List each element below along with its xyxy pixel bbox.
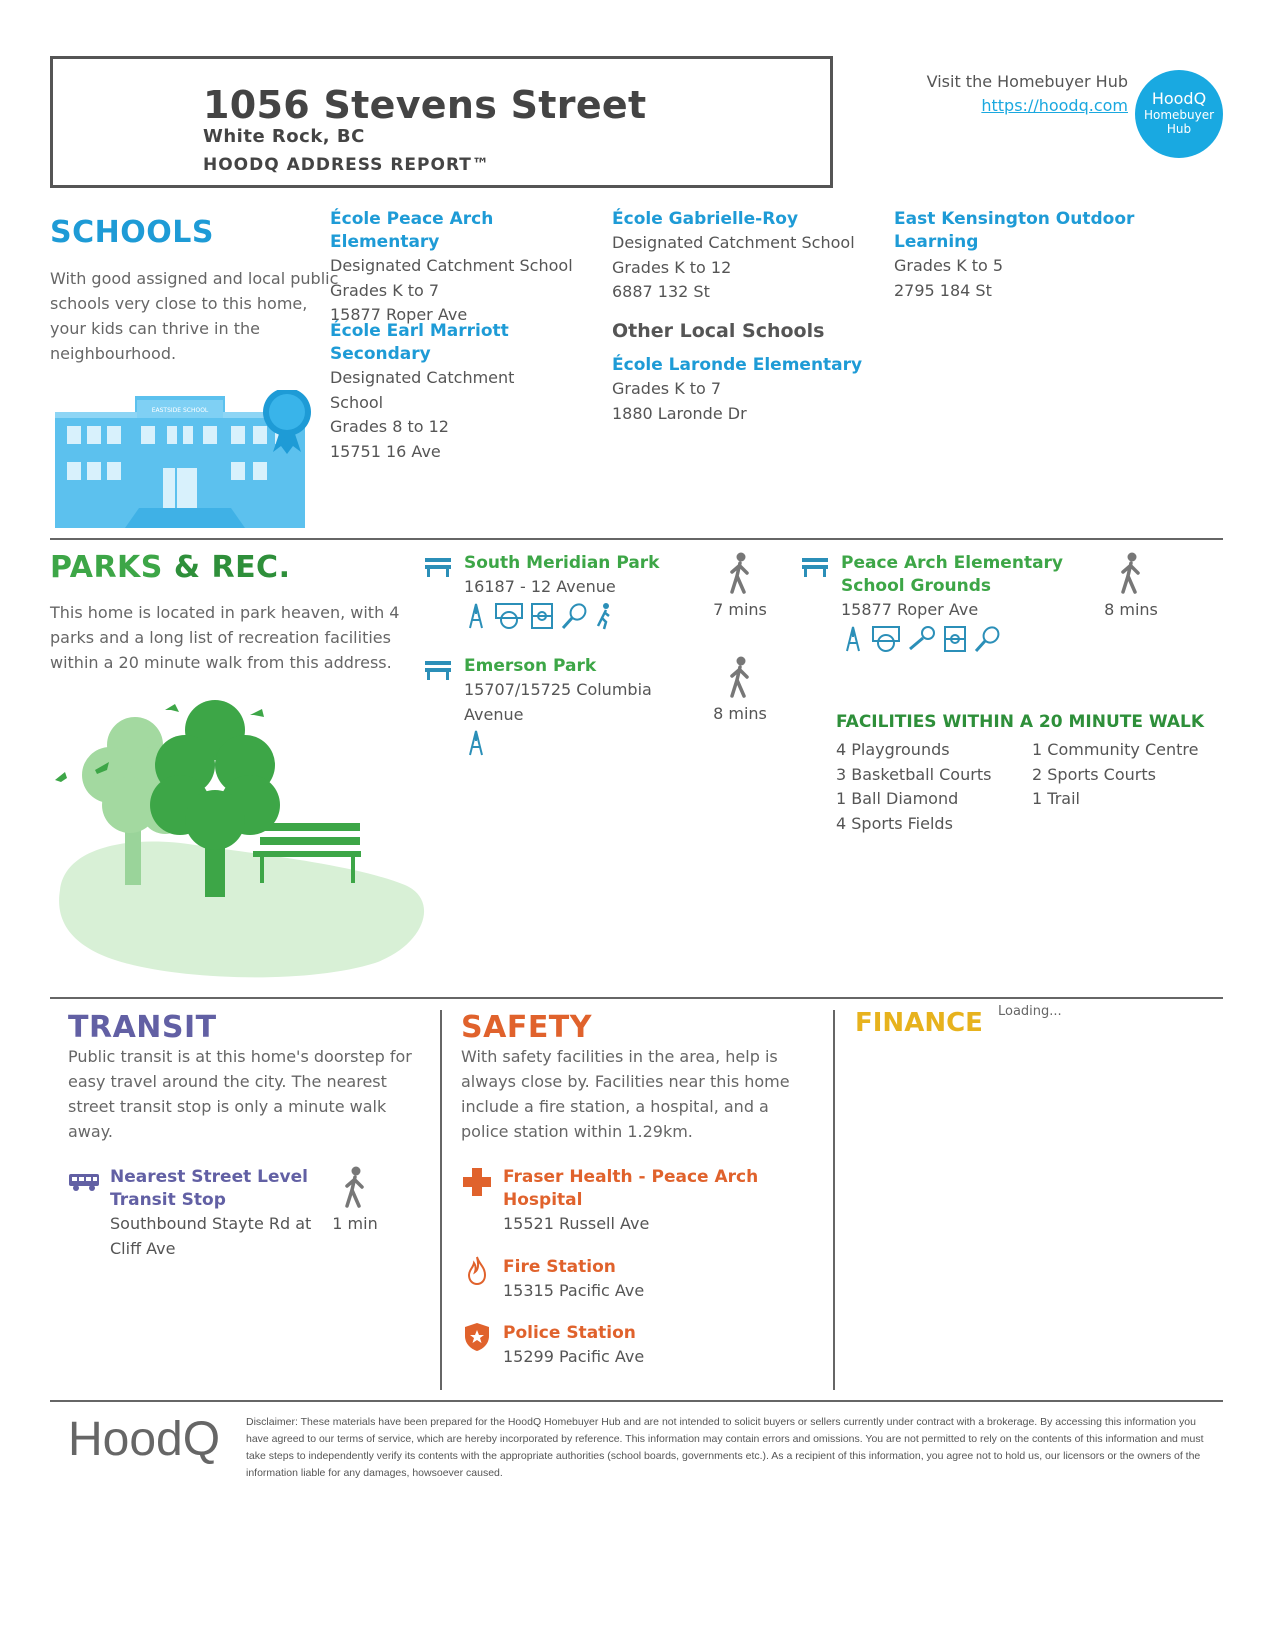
parks-intro: This home is located in park heaven, with 4 parks and a long list of recreation facilities within a 20 minute walk from this address. bbox=[50, 603, 400, 672]
park-item[interactable] bbox=[464, 655, 674, 757]
safety-address: 15315 Pacific Ave bbox=[503, 1281, 645, 1300]
hospital-cross-icon bbox=[462, 1167, 492, 1197]
facility-item: 4 Playgrounds bbox=[836, 740, 950, 759]
walking-person-icon bbox=[727, 656, 753, 698]
hub-visit-text: Visit the Homebuyer Hub bbox=[926, 72, 1128, 91]
basketball-icon bbox=[871, 625, 901, 653]
safety-name: Fire Station bbox=[503, 1257, 616, 1277]
parks-title-b: & REC. bbox=[173, 550, 291, 585]
walk-time-label: 1 min bbox=[332, 1214, 378, 1233]
finance-title: FINANCE bbox=[855, 1008, 983, 1038]
school-address: 15751 16 Ave bbox=[330, 441, 441, 461]
school-name: East Kensington Outdoor Learning bbox=[894, 209, 1135, 252]
bus-icon bbox=[68, 1172, 100, 1192]
walking-person-icon bbox=[727, 552, 753, 594]
school-sign: EASTSIDE SCHOOL bbox=[151, 407, 209, 414]
park-address: 16187 - 12 Avenue bbox=[464, 577, 616, 596]
baseball-icon bbox=[907, 625, 937, 653]
parks-title bbox=[50, 550, 290, 585]
section-divider bbox=[50, 997, 1223, 999]
walk-time-label: 7 mins bbox=[713, 600, 767, 619]
school-item[interactable] bbox=[894, 208, 1139, 303]
walking-person-icon bbox=[342, 1166, 368, 1208]
hub-badge-title: HoodQ bbox=[1151, 89, 1207, 108]
park-name: Emerson Park bbox=[464, 656, 597, 676]
fire-icon bbox=[467, 1255, 487, 1285]
park-trees-bench-icon bbox=[55, 695, 435, 980]
safety-address: 15299 Pacific Ave bbox=[503, 1347, 645, 1366]
transit-stop-name: Nearest Street Level Transit Stop bbox=[110, 1167, 308, 1210]
park-item[interactable] bbox=[841, 552, 1071, 653]
park-name: Peace Arch Elementary School Grounds bbox=[841, 553, 1064, 596]
safety-title: SAFETY bbox=[461, 1010, 592, 1045]
school-address: 15877 Roper Ave bbox=[330, 305, 468, 324]
school-type: Designated Catchment School bbox=[330, 368, 515, 412]
finance-loading-status: Loading... bbox=[998, 1004, 1062, 1019]
footer-divider bbox=[50, 1400, 1223, 1402]
safety-address: 15521 Russell Ave bbox=[503, 1214, 650, 1233]
school-address: 6887 132 St bbox=[612, 282, 710, 301]
transit-stop-address: Southbound Stayte Rd at Cliff Ave bbox=[110, 1214, 312, 1258]
address-city: White Rock, BC bbox=[203, 126, 365, 147]
school-name: École Earl Marriott Secondary bbox=[330, 321, 509, 364]
safety-item[interactable] bbox=[503, 1256, 773, 1304]
other-schools-title: Other Local Schools bbox=[612, 320, 825, 342]
facilities-title: FACILITIES WITHIN A 20 MINUTE WALK bbox=[836, 712, 1205, 732]
column-divider bbox=[440, 1010, 442, 1390]
safety-name: Police Station bbox=[503, 1323, 636, 1343]
hoodq-logo: HoodQ bbox=[68, 1413, 221, 1466]
parks-title-a: PARKS bbox=[50, 550, 163, 585]
bench-icon bbox=[423, 658, 453, 682]
safety-name: Fraser Health - Peace Arch Hospital bbox=[503, 1167, 759, 1210]
school-item[interactable] bbox=[612, 208, 877, 305]
school-grades: Grades K to 12 bbox=[612, 257, 732, 277]
facility-item: 3 Basketball Courts bbox=[836, 764, 992, 784]
basketball-icon bbox=[494, 602, 524, 630]
playground-icon bbox=[841, 625, 865, 653]
transit-stop-item[interactable] bbox=[110, 1166, 320, 1261]
walk-time-label: 8 mins bbox=[1104, 600, 1158, 619]
facility-item: 4 Sports Fields bbox=[836, 813, 953, 833]
tennis-icon bbox=[560, 602, 588, 630]
walking-person-icon bbox=[1118, 552, 1144, 594]
police-shield-icon bbox=[464, 1322, 490, 1352]
sports-field-icon bbox=[943, 625, 967, 653]
hub-badge-line3: Hub bbox=[1166, 122, 1192, 136]
school-name: École Laronde Elementary bbox=[612, 355, 863, 375]
school-grades: Grades K to 7 bbox=[612, 379, 722, 398]
schools-title: SCHOOLS bbox=[50, 215, 214, 250]
school-name: École Peace Arch Elementary bbox=[330, 209, 494, 252]
sports-field-icon bbox=[530, 602, 554, 630]
school-address: 2795 184 St bbox=[894, 280, 992, 300]
transit-title: TRANSIT bbox=[68, 1010, 217, 1045]
facility-item: 1 Ball Diamond bbox=[836, 789, 959, 808]
hub-badge-line2: Homebuyer bbox=[1143, 108, 1215, 122]
school-grades: Grades K to 5 bbox=[894, 256, 1004, 275]
facilities-list-left bbox=[836, 738, 1026, 836]
safety-intro: With safety facilities in the area, help is always close by. Facilities near this home include a fire station, a hospital, and a police station within 1.29km. bbox=[461, 1047, 790, 1141]
trail-runner-icon bbox=[594, 602, 614, 630]
park-address: 15707/15725 Columbia Avenue bbox=[464, 680, 652, 724]
address-title: 1056 Stevens Street bbox=[203, 83, 647, 127]
school-type: Designated Catchment School bbox=[612, 233, 855, 252]
homebuyer-hub-badge[interactable] bbox=[1135, 70, 1223, 158]
school-grades: Grades K to 7 bbox=[330, 280, 440, 300]
safety-item[interactable] bbox=[503, 1322, 773, 1370]
walk-time bbox=[320, 1166, 390, 1233]
school-building-icon bbox=[55, 390, 315, 530]
walk-time bbox=[705, 656, 775, 723]
address-header-box bbox=[50, 56, 833, 188]
school-name: École Gabrielle-Roy bbox=[612, 209, 799, 229]
facility-item: 1 Trail bbox=[1032, 789, 1080, 808]
report-label: HOODQ ADDRESS REPORT™ bbox=[203, 155, 490, 175]
bench-icon bbox=[423, 555, 453, 579]
section-divider bbox=[50, 538, 1223, 540]
school-item[interactable] bbox=[330, 320, 570, 464]
bench-icon bbox=[800, 555, 830, 579]
disclaimer-text: Disclaimer: These materials have been prepared for the HoodQ Homebuyer Hub and are not intended to solicit buyers or sellers currently under contract with a brokerage. By accessing this information you have agreed to our terms of service, which are hereby incorporated by reference. This information may contain errors and omissions. You are not permitted to rely on the contents of this information and must take steps to independently verify its contents with the appropriate authorities (school boards, governments etc.). As a recipient of this information, you agree not to hold us, our licensors or the owners of the information liable for any damages, howsoever caused. bbox=[246, 1416, 1204, 1479]
walk-time bbox=[1096, 552, 1166, 619]
walk-time-label: 8 mins bbox=[713, 704, 767, 723]
school-item[interactable] bbox=[330, 208, 595, 328]
park-item[interactable] bbox=[464, 552, 694, 630]
facility-item: 1 Community Centre bbox=[1032, 740, 1199, 759]
park-address: 15877 Roper Ave bbox=[841, 600, 979, 619]
playground-icon bbox=[464, 602, 488, 630]
school-type: Designated Catchment School bbox=[330, 256, 573, 275]
playground-icon bbox=[464, 729, 488, 757]
schools-intro: With good assigned and local public schools very close to this home, your kids can thrive in the neighbourhood. bbox=[50, 269, 339, 363]
school-grades: Grades 8 to 12 bbox=[330, 417, 449, 436]
school-item[interactable] bbox=[612, 354, 877, 426]
facilities-list-right bbox=[1032, 738, 1222, 812]
column-divider bbox=[833, 1010, 835, 1390]
school-address: 1880 Laronde Dr bbox=[612, 403, 747, 423]
walk-time bbox=[705, 552, 775, 619]
safety-item[interactable] bbox=[503, 1166, 773, 1237]
park-name: South Meridian Park bbox=[464, 553, 660, 573]
hub-link[interactable]: https://hoodq.com bbox=[981, 96, 1128, 115]
tennis-icon bbox=[973, 625, 1001, 653]
facility-item: 2 Sports Courts bbox=[1032, 764, 1156, 784]
transit-intro: Public transit is at this home's doorstep for easy travel around the city. The nearest street transit stop is only a minute walk away. bbox=[68, 1047, 412, 1141]
